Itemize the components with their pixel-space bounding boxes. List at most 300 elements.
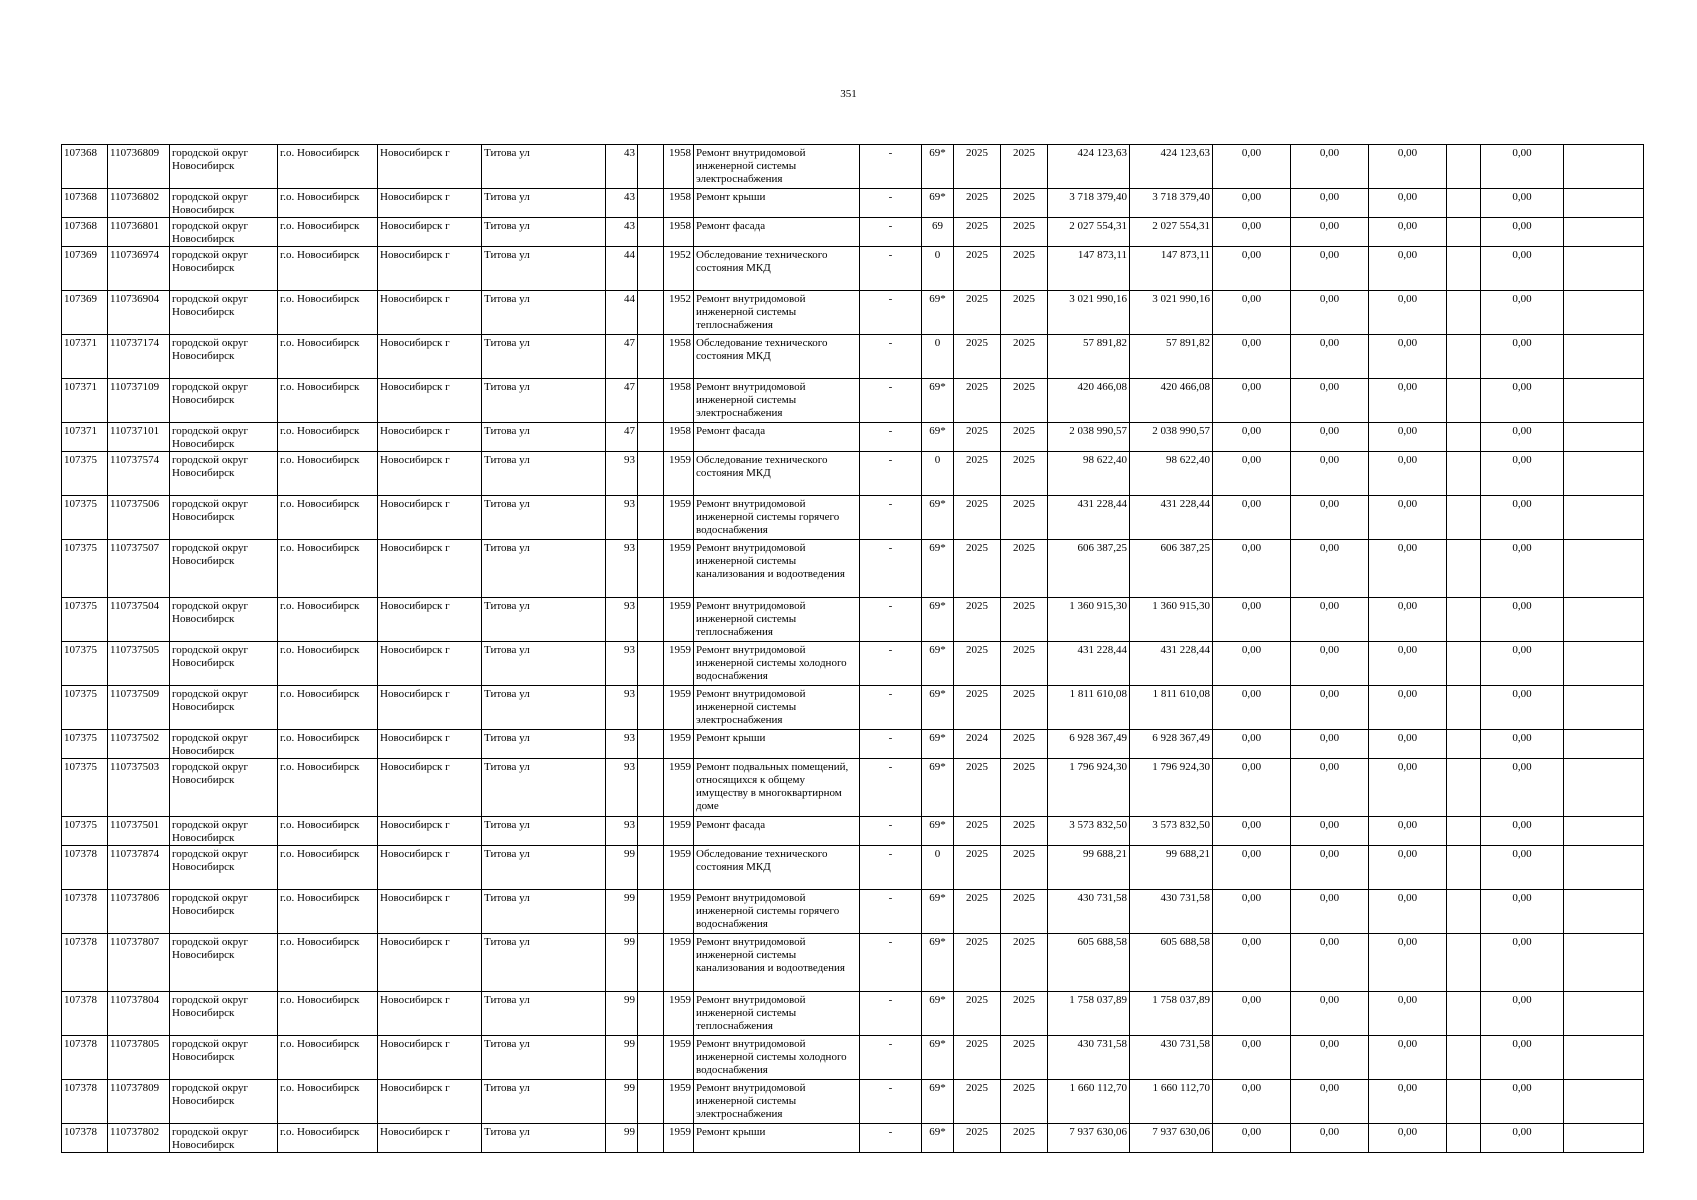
cell-house-id: 107371 [62, 423, 108, 452]
cell-house-number: 93 [606, 759, 638, 817]
cell-dash: - [860, 540, 922, 598]
cell-empty [638, 934, 664, 992]
cell-city: Новосибирск г [378, 1124, 482, 1153]
cell-year-start: 2025 [954, 335, 1001, 379]
cell-cost-total: 1 796 924,30 [1048, 759, 1130, 817]
cell-cost-fund: 430 731,58 [1130, 1036, 1213, 1080]
cell-house-number: 43 [606, 189, 638, 218]
cell-year-end: 2025 [1001, 934, 1048, 992]
cell-empty [1447, 890, 1481, 934]
cell-value-2: 0,00 [1291, 452, 1369, 496]
cell-value-1: 0,00 [1213, 1036, 1291, 1080]
cell-value-4: 0,00 [1481, 247, 1564, 291]
table-row [62, 686, 1644, 730]
cell-municipal-district: городской округ Новосибирск [170, 846, 278, 890]
cell-value-2: 0,00 [1291, 890, 1369, 934]
cell-work-type: Обследование технического состояния МКД [694, 452, 860, 496]
table-row [62, 934, 1644, 992]
cell-city: Новосибирск г [378, 759, 482, 817]
cell-house-number: 93 [606, 452, 638, 496]
cell-municipal-district: городской округ Новосибирск [170, 817, 278, 846]
cell-house-id: 107375 [62, 817, 108, 846]
cell-value-2: 0,00 [1291, 335, 1369, 379]
cell-year-end: 2025 [1001, 218, 1048, 247]
cell-work-code: 110736802 [108, 189, 170, 218]
cell-value-1: 0,00 [1213, 189, 1291, 218]
cell-dash: - [860, 598, 922, 642]
cell-empty [1447, 291, 1481, 335]
cell-value-1: 0,00 [1213, 247, 1291, 291]
cell-year-end: 2025 [1001, 540, 1048, 598]
cell-empty [1447, 598, 1481, 642]
cell-build-year: 1959 [664, 1036, 694, 1080]
cell-house-number: 47 [606, 423, 638, 452]
cell-work-code: 110737802 [108, 1124, 170, 1153]
cell-cost-fund: 606 387,25 [1130, 540, 1213, 598]
cell-municipal-district: городской округ Новосибирск [170, 1124, 278, 1153]
cell-value-1: 0,00 [1213, 452, 1291, 496]
cell-empty [1447, 730, 1481, 759]
cell-dash: - [860, 686, 922, 730]
cell-empty [1564, 890, 1644, 934]
cell-value-2: 0,00 [1291, 540, 1369, 598]
cell-empty [638, 817, 664, 846]
cell-municipal-district: городской округ Новосибирск [170, 218, 278, 247]
table-row [62, 379, 1644, 423]
cell-house-number: 44 [606, 247, 638, 291]
cell-value-4: 0,00 [1481, 291, 1564, 335]
cell-house-id: 107375 [62, 759, 108, 817]
cell-house-number: 99 [606, 890, 638, 934]
cell-norm: 69* [922, 1080, 954, 1124]
cell-city: Новосибирск г [378, 817, 482, 846]
cell-cost-total: 606 387,25 [1048, 540, 1130, 598]
cell-street: Титова ул [482, 686, 606, 730]
cell-municipal-district: городской округ Новосибирск [170, 335, 278, 379]
cell-house-id: 107368 [62, 189, 108, 218]
cell-cost-total: 1 360 915,30 [1048, 598, 1130, 642]
cell-street: Титова ул [482, 496, 606, 540]
cell-house-number: 99 [606, 934, 638, 992]
cell-cost-fund: 605 688,58 [1130, 934, 1213, 992]
cell-empty [1447, 247, 1481, 291]
cell-house-id: 107375 [62, 452, 108, 496]
cell-empty [1564, 934, 1644, 992]
cell-house-id: 107378 [62, 1036, 108, 1080]
cell-work-type: Ремонт крыши [694, 730, 860, 759]
cell-value-4: 0,00 [1481, 890, 1564, 934]
cell-value-2: 0,00 [1291, 1036, 1369, 1080]
cell-value-2: 0,00 [1291, 817, 1369, 846]
cell-year-start: 2025 [954, 934, 1001, 992]
cell-build-year: 1958 [664, 145, 694, 189]
cell-city: Новосибирск г [378, 145, 482, 189]
cell-municipal-district: городской округ Новосибирск [170, 423, 278, 452]
cell-municipality: г.о. Новосибирск [278, 598, 378, 642]
table-row [62, 452, 1644, 496]
cell-year-start: 2025 [954, 598, 1001, 642]
cell-street: Титова ул [482, 218, 606, 247]
cell-build-year: 1959 [664, 934, 694, 992]
cell-empty [1564, 452, 1644, 496]
cell-house-id: 107375 [62, 598, 108, 642]
cell-work-type: Ремонт внутридомовой инженерной системы горячего водоснабжения [694, 890, 860, 934]
cell-year-end: 2025 [1001, 846, 1048, 890]
cell-cost-fund: 431 228,44 [1130, 496, 1213, 540]
cell-value-4: 0,00 [1481, 730, 1564, 759]
cell-empty [1564, 247, 1644, 291]
cell-cost-fund: 98 622,40 [1130, 452, 1213, 496]
cell-value-2: 0,00 [1291, 846, 1369, 890]
cell-dash: - [860, 1036, 922, 1080]
cell-city: Новосибирск г [378, 379, 482, 423]
cell-empty [638, 452, 664, 496]
table-row [62, 598, 1644, 642]
cell-cost-total: 147 873,11 [1048, 247, 1130, 291]
cell-work-code: 110736809 [108, 145, 170, 189]
cell-municipal-district: городской округ Новосибирск [170, 452, 278, 496]
cell-empty [1447, 189, 1481, 218]
table-row [62, 247, 1644, 291]
cell-municipality: г.о. Новосибирск [278, 817, 378, 846]
cell-cost-total: 430 731,58 [1048, 1036, 1130, 1080]
cell-city: Новосибирск г [378, 540, 482, 598]
cell-year-end: 2025 [1001, 817, 1048, 846]
cell-year-start: 2025 [954, 218, 1001, 247]
cell-work-code: 110736904 [108, 291, 170, 335]
cell-year-start: 2025 [954, 759, 1001, 817]
cell-value-3: 0,00 [1369, 1036, 1447, 1080]
cell-work-type: Ремонт внутридомовой инженерной системы электроснабжения [694, 379, 860, 423]
cell-year-end: 2025 [1001, 759, 1048, 817]
cell-value-4: 0,00 [1481, 642, 1564, 686]
cell-house-number: 44 [606, 291, 638, 335]
cell-empty [638, 423, 664, 452]
cell-norm: 69* [922, 759, 954, 817]
cell-municipal-district: городской округ Новосибирск [170, 890, 278, 934]
cell-cost-total: 3 718 379,40 [1048, 189, 1130, 218]
cell-value-2: 0,00 [1291, 686, 1369, 730]
cell-work-code: 110737503 [108, 759, 170, 817]
cell-value-2: 0,00 [1291, 759, 1369, 817]
cell-year-start: 2025 [954, 1036, 1001, 1080]
cell-empty [1564, 145, 1644, 189]
cell-value-3: 0,00 [1369, 686, 1447, 730]
cell-year-end: 2025 [1001, 496, 1048, 540]
cell-norm: 0 [922, 335, 954, 379]
cell-empty [638, 730, 664, 759]
cell-value-3: 0,00 [1369, 817, 1447, 846]
cell-norm: 69 [922, 218, 954, 247]
cell-empty [1564, 686, 1644, 730]
cell-work-type: Ремонт фасада [694, 817, 860, 846]
cell-street: Титова ул [482, 452, 606, 496]
cell-empty [1447, 452, 1481, 496]
cell-work-type: Ремонт крыши [694, 189, 860, 218]
cell-empty [1447, 379, 1481, 423]
cell-cost-fund: 3 021 990,16 [1130, 291, 1213, 335]
cell-work-code: 110737806 [108, 890, 170, 934]
cell-empty [638, 598, 664, 642]
cell-cost-fund: 1 360 915,30 [1130, 598, 1213, 642]
cell-value-1: 0,00 [1213, 642, 1291, 686]
table-row [62, 423, 1644, 452]
cell-dash: - [860, 335, 922, 379]
cell-norm: 69* [922, 598, 954, 642]
cell-empty [1447, 759, 1481, 817]
cell-value-1: 0,00 [1213, 890, 1291, 934]
cell-norm: 0 [922, 452, 954, 496]
cell-build-year: 1959 [664, 540, 694, 598]
cell-dash: - [860, 1124, 922, 1153]
cell-value-3: 0,00 [1369, 145, 1447, 189]
cell-empty [638, 759, 664, 817]
cell-municipality: г.о. Новосибирск [278, 1036, 378, 1080]
cell-city: Новосибирск г [378, 452, 482, 496]
cell-value-1: 0,00 [1213, 759, 1291, 817]
cell-house-number: 43 [606, 218, 638, 247]
cell-year-start: 2025 [954, 1124, 1001, 1153]
cell-street: Титова ул [482, 934, 606, 992]
cell-empty [638, 335, 664, 379]
cell-year-end: 2025 [1001, 379, 1048, 423]
cell-street: Титова ул [482, 189, 606, 218]
cell-value-4: 0,00 [1481, 759, 1564, 817]
cell-year-end: 2025 [1001, 686, 1048, 730]
cell-year-end: 2025 [1001, 189, 1048, 218]
cell-empty [638, 686, 664, 730]
cell-empty [1564, 335, 1644, 379]
cell-value-4: 0,00 [1481, 540, 1564, 598]
cell-empty [1564, 598, 1644, 642]
cell-value-3: 0,00 [1369, 189, 1447, 218]
cell-build-year: 1958 [664, 379, 694, 423]
cell-empty [638, 1080, 664, 1124]
cell-build-year: 1959 [664, 1080, 694, 1124]
cell-build-year: 1958 [664, 218, 694, 247]
cell-build-year: 1959 [664, 730, 694, 759]
cell-work-code: 110736801 [108, 218, 170, 247]
cell-city: Новосибирск г [378, 730, 482, 759]
cell-build-year: 1959 [664, 759, 694, 817]
cell-year-end: 2025 [1001, 1036, 1048, 1080]
cell-city: Новосибирск г [378, 992, 482, 1036]
cell-cost-total: 605 688,58 [1048, 934, 1130, 992]
cell-city: Новосибирск г [378, 189, 482, 218]
cell-work-code: 110737807 [108, 934, 170, 992]
cell-value-2: 0,00 [1291, 247, 1369, 291]
cell-house-id: 107371 [62, 335, 108, 379]
cell-value-3: 0,00 [1369, 992, 1447, 1036]
cell-city: Новосибирск г [378, 642, 482, 686]
cell-build-year: 1959 [664, 642, 694, 686]
cell-house-number: 47 [606, 379, 638, 423]
cell-empty [1447, 642, 1481, 686]
cell-year-end: 2025 [1001, 247, 1048, 291]
cell-dash: - [860, 291, 922, 335]
cell-build-year: 1958 [664, 335, 694, 379]
cell-city: Новосибирск г [378, 1080, 482, 1124]
cell-work-type: Ремонт внутридомовой инженерной системы холодного водоснабжения [694, 642, 860, 686]
cell-empty [1447, 846, 1481, 890]
cell-year-start: 2025 [954, 496, 1001, 540]
cell-municipal-district: городской округ Новосибирск [170, 992, 278, 1036]
cell-city: Новосибирск г [378, 686, 482, 730]
cell-value-4: 0,00 [1481, 817, 1564, 846]
cell-empty [1447, 934, 1481, 992]
cell-value-4: 0,00 [1481, 846, 1564, 890]
cell-year-start: 2024 [954, 730, 1001, 759]
cell-value-3: 0,00 [1369, 759, 1447, 817]
cell-dash: - [860, 247, 922, 291]
cell-house-id: 107368 [62, 145, 108, 189]
cell-empty [1564, 817, 1644, 846]
table-row [62, 145, 1644, 189]
table-row [62, 992, 1644, 1036]
cell-empty [1447, 1036, 1481, 1080]
cell-year-end: 2025 [1001, 642, 1048, 686]
cell-dash: - [860, 759, 922, 817]
cell-empty [1447, 540, 1481, 598]
cell-city: Новосибирск г [378, 846, 482, 890]
cell-build-year: 1959 [664, 846, 694, 890]
cell-house-number: 93 [606, 496, 638, 540]
cell-cost-total: 2 027 554,31 [1048, 218, 1130, 247]
cell-municipality: г.о. Новосибирск [278, 642, 378, 686]
cell-empty [638, 496, 664, 540]
cell-street: Титова ул [482, 642, 606, 686]
cell-municipal-district: городской округ Новосибирск [170, 291, 278, 335]
cell-value-1: 0,00 [1213, 686, 1291, 730]
cell-empty [1447, 1080, 1481, 1124]
cell-empty [1447, 335, 1481, 379]
cell-cost-total: 57 891,82 [1048, 335, 1130, 379]
cell-value-4: 0,00 [1481, 1080, 1564, 1124]
cell-municipality: г.о. Новосибирск [278, 379, 378, 423]
cell-value-4: 0,00 [1481, 218, 1564, 247]
cell-cost-fund: 430 731,58 [1130, 890, 1213, 934]
cell-work-type: Ремонт внутридомовой инженерной системы канализования и водоотведения [694, 540, 860, 598]
table-row [62, 540, 1644, 598]
cell-build-year: 1959 [664, 686, 694, 730]
cell-dash: - [860, 846, 922, 890]
cell-value-4: 0,00 [1481, 1124, 1564, 1153]
cell-empty [638, 540, 664, 598]
cell-empty [1564, 291, 1644, 335]
cell-value-3: 0,00 [1369, 642, 1447, 686]
cell-work-code: 110737874 [108, 846, 170, 890]
cell-norm: 69* [922, 379, 954, 423]
cell-build-year: 1959 [664, 496, 694, 540]
cell-year-end: 2025 [1001, 423, 1048, 452]
cell-empty [1564, 1080, 1644, 1124]
cell-norm: 69* [922, 934, 954, 992]
cell-work-code: 110737509 [108, 686, 170, 730]
cell-municipality: г.о. Новосибирск [278, 540, 378, 598]
cell-year-start: 2025 [954, 423, 1001, 452]
cell-value-2: 0,00 [1291, 189, 1369, 218]
cell-dash: - [860, 642, 922, 686]
table-row [62, 759, 1644, 817]
cell-house-number: 99 [606, 1036, 638, 1080]
cell-municipality: г.о. Новосибирск [278, 452, 378, 496]
table-row [62, 218, 1644, 247]
cell-municipal-district: городской округ Новосибирск [170, 145, 278, 189]
cell-municipality: г.о. Новосибирск [278, 291, 378, 335]
cell-dash: - [860, 496, 922, 540]
cell-value-2: 0,00 [1291, 291, 1369, 335]
cell-work-code: 110737101 [108, 423, 170, 452]
cell-municipality: г.о. Новосибирск [278, 335, 378, 379]
cell-city: Новосибирск г [378, 934, 482, 992]
table-row [62, 1080, 1644, 1124]
cell-year-start: 2025 [954, 540, 1001, 598]
cell-municipal-district: городской округ Новосибирск [170, 496, 278, 540]
cell-cost-fund: 1 758 037,89 [1130, 992, 1213, 1036]
cell-empty [1447, 992, 1481, 1036]
cell-year-end: 2025 [1001, 1080, 1048, 1124]
cell-empty [1564, 218, 1644, 247]
cell-house-number: 93 [606, 817, 638, 846]
cell-value-2: 0,00 [1291, 598, 1369, 642]
cell-municipal-district: городской округ Новосибирск [170, 189, 278, 218]
cell-street: Титова ул [482, 1036, 606, 1080]
cell-house-number: 93 [606, 642, 638, 686]
cell-empty [1447, 496, 1481, 540]
cell-cost-fund: 7 937 630,06 [1130, 1124, 1213, 1153]
cell-norm: 69* [922, 730, 954, 759]
cell-empty [638, 145, 664, 189]
cell-work-code: 110737804 [108, 992, 170, 1036]
cell-street: Титова ул [482, 817, 606, 846]
cell-city: Новосибирск г [378, 1036, 482, 1080]
cell-build-year: 1958 [664, 423, 694, 452]
cell-norm: 69* [922, 423, 954, 452]
cell-empty [1447, 686, 1481, 730]
cell-value-2: 0,00 [1291, 730, 1369, 759]
cell-cost-total: 1 660 112,70 [1048, 1080, 1130, 1124]
cell-municipality: г.о. Новосибирск [278, 189, 378, 218]
cell-work-type: Обследование технического состояния МКД [694, 846, 860, 890]
cell-value-1: 0,00 [1213, 730, 1291, 759]
cell-dash: - [860, 145, 922, 189]
cell-norm: 69* [922, 686, 954, 730]
cell-dash: - [860, 730, 922, 759]
cell-value-4: 0,00 [1481, 189, 1564, 218]
cell-work-code: 110737574 [108, 452, 170, 496]
cell-year-start: 2025 [954, 145, 1001, 189]
cell-empty [1564, 1124, 1644, 1153]
cell-value-3: 0,00 [1369, 598, 1447, 642]
cell-street: Титова ул [482, 291, 606, 335]
cell-cost-fund: 1 811 610,08 [1130, 686, 1213, 730]
cell-house-id: 107378 [62, 890, 108, 934]
cell-year-end: 2025 [1001, 335, 1048, 379]
cell-cost-fund: 420 466,08 [1130, 379, 1213, 423]
cell-value-1: 0,00 [1213, 934, 1291, 992]
cell-value-1: 0,00 [1213, 1124, 1291, 1153]
table-row [62, 1036, 1644, 1080]
cell-empty [1564, 379, 1644, 423]
cell-value-1: 0,00 [1213, 496, 1291, 540]
cell-work-type: Ремонт внутридомовой инженерной системы электроснабжения [694, 1080, 860, 1124]
cell-cost-total: 2 038 990,57 [1048, 423, 1130, 452]
cell-build-year: 1959 [664, 452, 694, 496]
cell-build-year: 1959 [664, 1124, 694, 1153]
cell-value-1: 0,00 [1213, 817, 1291, 846]
cell-cost-total: 431 228,44 [1048, 496, 1130, 540]
cell-empty [638, 218, 664, 247]
